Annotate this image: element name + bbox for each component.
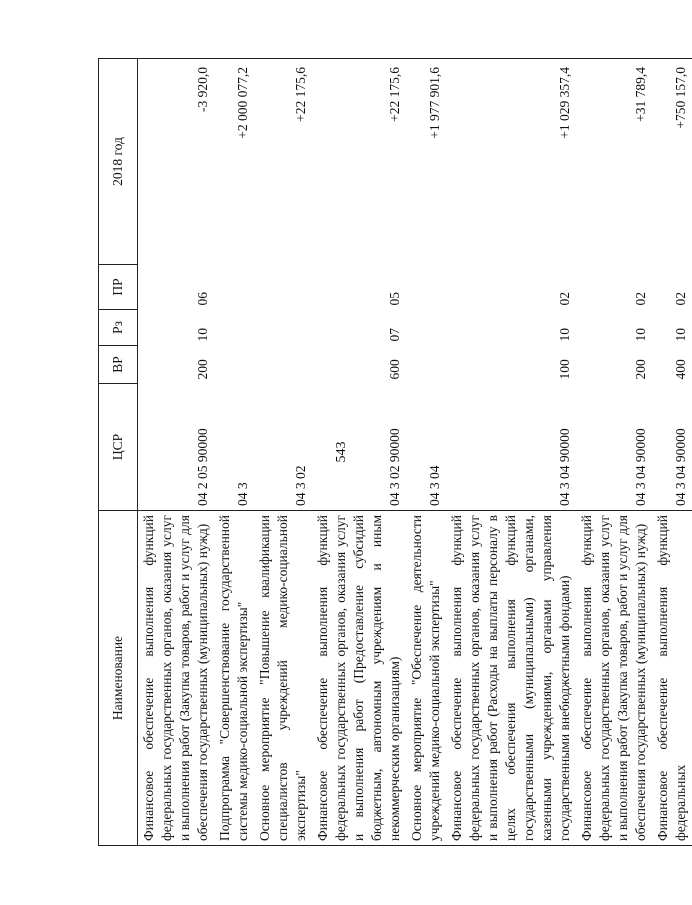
row-amount: +22 175,6 xyxy=(312,59,406,265)
row-pr: 05 xyxy=(387,292,402,306)
row-csr: 04 3 02 xyxy=(293,465,308,506)
header-vr: ВР xyxy=(99,346,138,384)
row-csr: 04 2 05 90000 xyxy=(195,428,210,506)
row-amount: +1 977 901,6 xyxy=(406,59,446,265)
row-name: Подпрограмма "Совершенствование государственной системы медико-социальной экспертизы" xyxy=(214,511,254,846)
row-vr: 200 xyxy=(633,359,648,380)
row-name: Финансовое обеспечение выполнения функций федеральных государственных органов, оказания услуг и выполнения работ (Закупка товаров, работ и услуг для обеспечения государственных (муниципальных) нужд) xyxy=(576,511,652,846)
row-vr: 400 xyxy=(673,359,688,380)
row-name: Основное мероприятие "Повышение квалификации специалистов учреждений медико-социальной экспертизы" xyxy=(254,511,312,846)
row-amount: +22 175,6 xyxy=(254,59,312,265)
row-rz xyxy=(406,310,446,346)
budget-table xyxy=(98,58,692,846)
row-pr xyxy=(214,265,254,310)
row-vr: 200 xyxy=(195,359,210,380)
row-amount: +750 157,0 xyxy=(652,59,692,265)
table-row xyxy=(576,59,652,846)
budget-table-rotated xyxy=(98,59,688,846)
table-header-row xyxy=(99,59,138,846)
table-row xyxy=(254,59,312,846)
table-row xyxy=(652,59,692,846)
header-pr: ПР xyxy=(99,265,138,310)
header-rz: Рз xyxy=(99,310,138,346)
row-rz xyxy=(254,310,312,346)
row-name: Основное мероприятие "Обеспечение деятельности учреждений медико-социальной экспертизы" xyxy=(406,511,446,846)
table-row xyxy=(406,59,446,846)
row-name: Финансовое обеспечение выполнения функций федеральных государственных органов, оказания услуг и выполнения работ (Предоставление субсидий бюджетным, автономным учреждениям и иным некоммерческим организациям) xyxy=(312,511,406,846)
header-name: Наименование xyxy=(99,511,138,846)
row-rz: 10 xyxy=(633,328,648,342)
row-csr: 04 3 04 90000 xyxy=(633,428,648,506)
row-vr xyxy=(214,346,254,384)
row-amount: +31 789,4 xyxy=(576,59,652,265)
row-amount: +1 029 357,4 xyxy=(446,59,576,265)
row-pr: 02 xyxy=(557,292,572,306)
header-csr: ЦСР xyxy=(99,384,138,511)
row-pr: 02 xyxy=(633,292,648,306)
row-pr: 02 xyxy=(673,292,688,306)
row-rz: 10 xyxy=(195,328,210,342)
table-row xyxy=(138,59,215,846)
table-row xyxy=(312,59,406,846)
row-vr: 600 xyxy=(387,359,402,380)
row-vr: 100 xyxy=(557,359,572,380)
row-amount: -3 920,0 xyxy=(138,59,215,265)
header-year: 2018 год xyxy=(99,59,138,265)
row-csr: 04 3 04 xyxy=(427,465,442,506)
row-pr xyxy=(406,265,446,310)
row-csr: 04 3 02 90000 xyxy=(387,428,402,506)
row-csr: 04 3 04 90000 xyxy=(557,428,572,506)
row-name: Финансовое обеспечение выполнения функций федеральных xyxy=(652,511,692,846)
row-vr xyxy=(406,346,446,384)
row-rz: 07 xyxy=(387,328,402,342)
row-rz: 10 xyxy=(557,328,572,342)
row-name: Финансовое обеспечение выполнения функций федеральных государственных органов, оказания услуг и выполнения работ (Расходы на выплаты персоналу в целях обеспечения выполнения функций государственными (муниципальными) органами, казенными учреждениями, органами управления государственными внебюджетными фондами) xyxy=(446,511,576,846)
row-pr xyxy=(254,265,312,310)
row-amount: +2 000 077,2 xyxy=(214,59,254,265)
row-csr: 04 3 xyxy=(235,482,250,506)
page-number: 543 xyxy=(334,441,349,463)
table-row xyxy=(214,59,254,846)
row-pr: 06 xyxy=(195,292,210,306)
table-row xyxy=(446,59,576,846)
row-vr xyxy=(254,346,312,384)
row-name: Финансовое обеспечение выполнения функций федеральных государственных органов, оказания услуг и выполнения работ (Закупка товаров, работ и услуг для обеспечения государственных (муниципальных) нужд) xyxy=(138,511,215,846)
row-csr: 04 3 04 90000 xyxy=(673,428,688,506)
row-rz xyxy=(214,310,254,346)
row-rz: 10 xyxy=(673,328,688,342)
